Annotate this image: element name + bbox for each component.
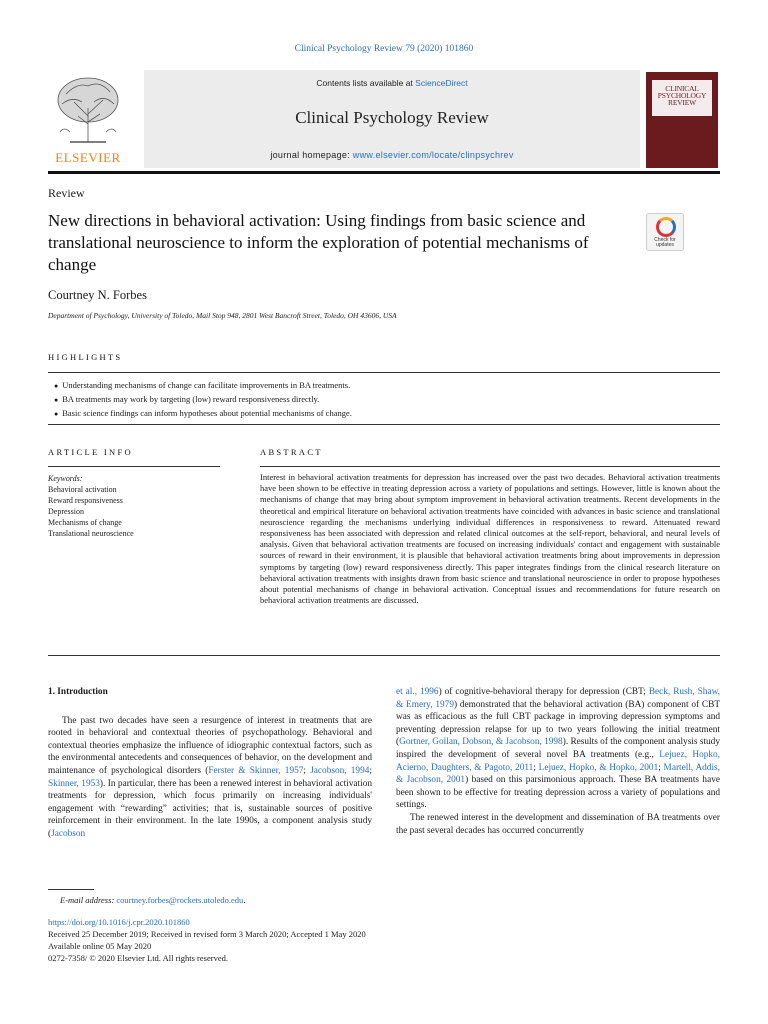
contents-line <box>144 78 640 88</box>
citation-link[interactable]: Jacobson <box>51 828 86 839</box>
elsevier-wordmark: ELSEVIER <box>55 150 121 165</box>
highlights-heading: HIGHLIGHTS <box>48 352 123 362</box>
keyword: Behavioral activation <box>48 485 117 494</box>
abstract-rule <box>260 466 720 467</box>
sciencedirect-link[interactable]: ScienceDirect <box>415 78 468 88</box>
article-title: New directions in behavioral activation: Using findings from basic science and translational neuroscience to inform the exploration of potential mechanisms of change <box>48 211 589 274</box>
check-for-updates-button[interactable] <box>646 213 684 251</box>
highlight-item: ● Basic science findings can inform hypotheses about potential mechanisms of change. <box>54 407 714 421</box>
body-text: The past two decades have seen a resurgence of interest in treatments that are rooted in behavioral and contextual theories of psychopathology. Behavioral and contextual theories emphasize the influence of idiographic contextual factors, such as the environmental antecedents and consequences of behavior, on the development and maintenance of psychological disorders ( <box>48 715 372 776</box>
highlights-list <box>54 379 714 421</box>
author-email-footnote <box>60 895 245 905</box>
body-text: ; <box>369 765 372 776</box>
citation-link[interactable]: et al., 1996 <box>396 687 439 697</box>
abstract-text: Interest in behavioral activation treatments for depression has increased over the past two decades. Behavioral activation treatments have been shown to be effective in treating depression across a variety of populations and settings. However, little is known about the mechanisms of change that may bring about symptom improvement in behavioral activation treatments. Recent developments in the theoretical and empirical literature on behavioral activation treatments have coincided with advances in basic science and translational neuroscience regarding the mechanisms underlying individual differences in responsiveness to reward. Attenuated reward responsiveness has been associated with depression and related clinical outcomes at the self-report, behavioral, and neural levels of analysis. Given that behavioral activation treatments are focused on increasing individuals' contact and engagement with sustainable sources of reward in their environment, it is plausible that behavioral activation treatments bring about improvements in depression symptoms by targeting (low) reward responsiveness directly. This paper integrates findings from the clinical research literature on behavioral activation treatments with insights drawn from basic science and translational neuroscience in order to propose hypotheses about potential mechanisms of change in behavioral activation. Conceptual issues and recommendations for future research on behavioral activation treatments are discussed. <box>260 472 720 606</box>
journal-cover-thumbnail[interactable] <box>646 72 718 168</box>
citation-link[interactable]: Lejuez, Hopko, & Hopko, 2001 <box>538 762 659 773</box>
footnote-rule <box>48 889 94 890</box>
author-email-link[interactable]: courtney.forbes@rockets.utoledo.edu <box>116 895 244 905</box>
body-text: ; <box>303 765 311 776</box>
elsevier-logo[interactable] <box>48 72 128 168</box>
citation-link[interactable]: Jacobson, 1994 <box>310 765 370 776</box>
cover-title: CLINICAL PSYCHOLOGY REVIEW <box>652 80 712 116</box>
homepage-prefix: journal homepage: <box>270 150 353 160</box>
highlights-rule-bottom <box>48 424 720 425</box>
journal-citation[interactable]: Clinical Psychology Review 79 (2020) 101860 <box>294 44 474 54</box>
body-paragraph <box>396 686 720 812</box>
body-text: ; <box>533 762 539 773</box>
body-text: ). Results of the component analysis study inspired the development of several novel BA treatments (e.g., <box>396 737 720 760</box>
email-end: . <box>243 895 246 905</box>
front-matter-rule <box>48 655 720 656</box>
journal-name: Clinical Psychology Review <box>295 108 489 127</box>
email-label: E-mail address: <box>60 895 115 905</box>
masthead-rule <box>48 171 720 174</box>
body-column-right <box>396 686 720 837</box>
body-text: ) based on this parsimonious approach. These BA treatments have been shown to be effective for treating depression across a variety of populations and settings. <box>396 775 720 811</box>
highlight-item: ● BA treatments may work by targeting (low) reward responsiveness directly. <box>54 393 714 407</box>
body-column-left <box>48 686 372 841</box>
section-heading-introduction: 1. Introduction <box>48 687 108 697</box>
citation-link[interactable]: Lejuez, Hopko, Acierno, Daughters, & Pagoto, 2011 <box>396 749 720 773</box>
elsevier-tree-icon <box>48 72 128 150</box>
copyright-notice: 0272-7358/ © 2020 Elsevier Ltd. All rights reserved. <box>48 953 228 963</box>
body-text: ) demonstrated that the behavioral activation (BA) component of CBT was as efficacious as the full CBT package in improving depression symptoms and preventing depression relapse for up to two years following the initial treatment ( <box>396 699 721 748</box>
journal-banner <box>144 70 640 168</box>
body-text: ). In particular, there has been a renewed interest in behavioral activation treatments for depression, which focus primarily on increasing individuals' engagement with “rewarding” activities; that is, sustainable sources of positive reinforcement in their environment. In the late 1990s, a component analysis study ( <box>48 778 373 839</box>
citation-link[interactable]: Beck, Rush, Shaw, & Emery, 1979 <box>396 687 720 710</box>
received-dates: Received 25 December 2019; Received in revised form 3 March 2020; Accepted 1 May 2020 <box>48 929 366 939</box>
citation-link[interactable]: Martell, Addis, & Jacobson, 2001 <box>396 762 720 786</box>
keywords-label: Keywords: <box>48 474 83 483</box>
highlights-rule-top <box>48 372 720 373</box>
abstract-heading: ABSTRACT <box>260 447 323 457</box>
keyword: Translational neuroscience <box>48 529 134 538</box>
contents-prefix: Contents lists available at <box>316 78 416 88</box>
author-affiliation: Department of Psychology, University of Toledo, Mail Stop 948, 2801 West Bancroft Street, Toledo, OH 43606, USA <box>48 311 397 320</box>
citation-link[interactable]: Skinner, 1953 <box>48 778 100 789</box>
article-info-heading: ARTICLE INFO <box>48 447 133 457</box>
body-text: ) of cognitive-behavioral therapy for depression (CBT; <box>438 687 649 697</box>
citation-link[interactable]: Gortner, Gollan, Dobson, & Jacobson, 1998 <box>399 737 563 748</box>
body-paragraph: The renewed interest in the development and dissemination of BA treatments over the past several decades has occurred concurrently <box>396 812 720 836</box>
crossmark-icon <box>656 217 676 237</box>
highlight-item: ● Understanding mechanisms of change can facilitate improvements in BA treatments. <box>54 379 714 393</box>
body-paragraph <box>48 715 372 841</box>
available-online-date: Available online 05 May 2020 <box>48 941 152 951</box>
journal-masthead <box>48 70 720 172</box>
keywords-block <box>48 473 220 539</box>
journal-homepage-line <box>144 150 640 160</box>
journal-homepage-link[interactable]: www.elsevier.com/locate/clinpsychrev <box>352 150 514 160</box>
keyword: Depression <box>48 507 84 516</box>
article-info-rule <box>48 466 220 467</box>
article-type: Review <box>48 186 85 200</box>
body-text: ; <box>658 762 664 773</box>
keyword: Mechanisms of change <box>48 518 122 527</box>
citation-link[interactable]: Ferster & Skinner, 1957 <box>208 765 304 776</box>
author-name: Courtney N. Forbes <box>48 288 147 302</box>
publication-info <box>48 916 366 964</box>
doi-link[interactable]: https://doi.org/10.1016/j.cpr.2020.101860 <box>48 917 190 927</box>
crossmark-label: Check for updates <box>654 237 676 248</box>
keyword: Reward responsiveness <box>48 496 123 505</box>
